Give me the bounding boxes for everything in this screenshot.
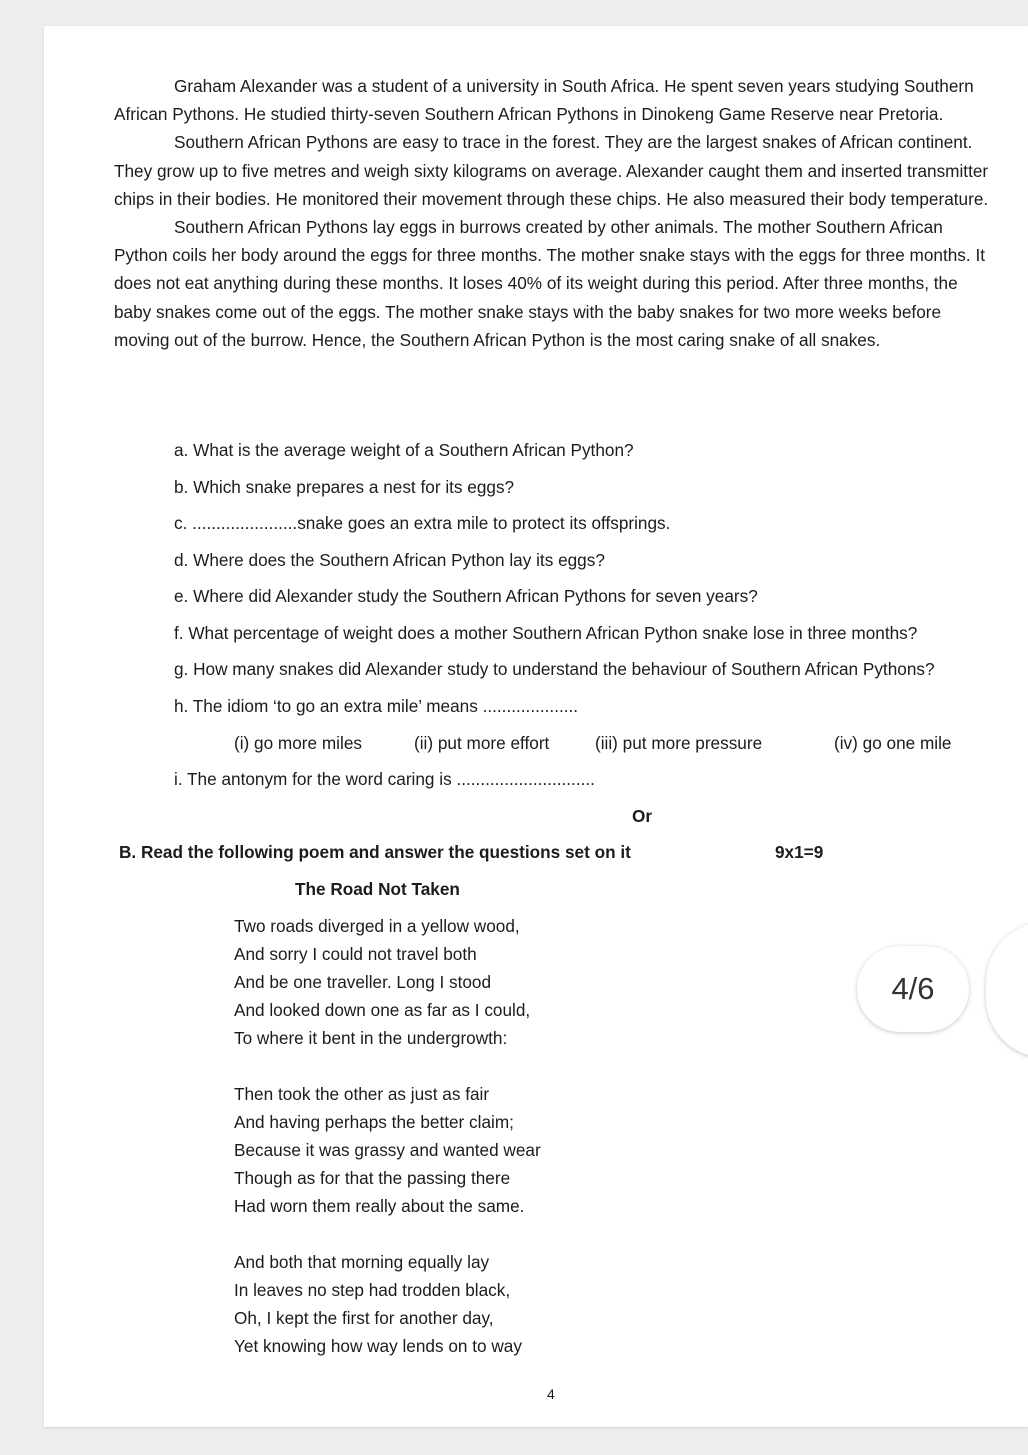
poem-line: Oh, I kept the first for another day, [234,1308,494,1328]
question-h: h. The idiom ‘to go an extra mile’ means .................... [174,696,579,716]
poem-line: To where it bent in the undergrowth: [234,1028,508,1048]
poem-line: Yet knowing how way lends on to way [234,1336,522,1356]
poem-line: Had worn them really about the same. [234,1196,525,1216]
section-b-instruction: B. Read the following poem and answer the questions set on it [119,842,631,862]
reading-passage [114,72,994,354]
poem-title: The Road Not Taken [295,879,460,899]
option-i: (i) go more miles [234,733,362,753]
option-ii: (ii) put more effort [414,733,550,753]
poem-line: And having perhaps the better claim; [234,1112,514,1132]
poem-line: Because it was grassy and wanted wear [234,1140,541,1160]
question-f: f. What percentage of weight does a mother Southern African Python snake lose in three months? [174,623,918,643]
poem-line: And sorry I could not travel both [234,944,477,964]
or-separator: Or [632,806,653,826]
option-iii: (iii) put more pressure [595,733,763,753]
poem-line: And be one traveller. Long I stood [234,972,492,992]
poem-line: And looked down one as far as I could, [234,1000,531,1020]
page-indicator: 4/6 [857,946,969,1032]
passage-paragraph-2: Southern African Pythons are easy to trace in the forest. They are the largest snakes of African continent. They grow up to five metres and weigh sixty kilograms on average. Alexander caught them and inserted transmitter chips in their bodies. He monitored their movement through these chips. He also measured their body temperature. [114,132,989,209]
document-page [44,26,1028,1427]
poem-line: Though as for that the passing there [234,1168,511,1188]
poem-line: Two roads diverged in a yellow wood, [234,916,520,936]
question-i: i. The antonym for the word caring is ............................. [174,769,595,789]
question-d: d. Where does the Southern African Python lay its eggs? [174,550,605,570]
option-iv: (iv) go one mile [834,733,952,753]
passage-paragraph-1: Graham Alexander was a student of a university in South Africa. He spent seven years studying Southern African Pythons. He studied thirty-seven Southern African Pythons in Dinokeng Game Reserve near Pretoria. [114,76,974,125]
question-c: c. ......................snake goes an extra mile to protect its offsprings. [174,513,671,533]
page-number: 4 [547,1386,555,1402]
question-e: e. Where did Alexander study the Southern African Pythons for seven years? [174,586,758,606]
poem-line: And both that morning equally lay [234,1252,490,1272]
poem-line: Then took the other as just as fair [234,1084,490,1104]
poem-line: In leaves no step had trodden black, [234,1280,511,1300]
question-a: a. What is the average weight of a Southern African Python? [174,440,634,460]
question-b: b. Which snake prepares a nest for its eggs? [174,477,515,497]
section-b-marks: 9x1=9 [775,842,824,862]
passage-paragraph-3: Southern African Pythons lay eggs in burrows created by other animals. The mother Southern African Python coils her body around the eggs for three months. The mother snake stays with the eggs for three months. It does not eat anything during these months. It loses 40% of its weight during this period. After three months, the baby snakes come out of the eggs. The mother snake stays with the baby snakes for two more weeks before moving out of the burrow. Hence, the Southern African Python is the most caring snake of all snakes. [114,217,985,350]
question-g: g. How many snakes did Alexander study to understand the behaviour of Southern African Pythons? [174,659,935,679]
